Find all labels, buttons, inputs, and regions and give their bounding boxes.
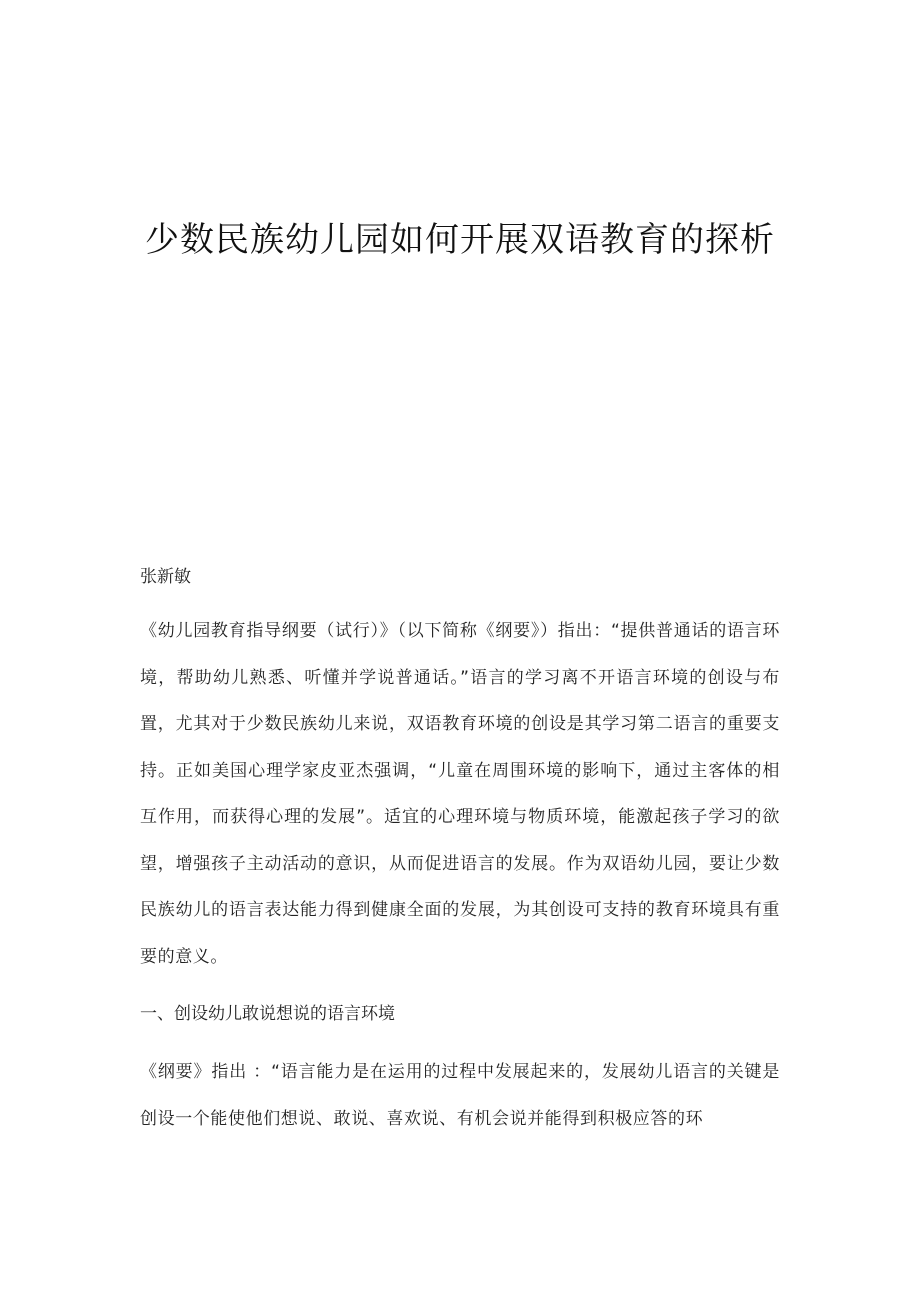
document-title: 少数民族幼儿园如何开展双语教育的探析 bbox=[145, 220, 775, 260]
section-paragraph: 《纲要》指出 ：“语言能力是在运用的过程中发展起来的，发展幼儿语言的关键是创设一个能使他们想说、敢说、喜欢说、有机会说并能得到积极应答的环 bbox=[140, 1062, 780, 1129]
section-heading: 一、创设幼儿敢说想说的语言环境 bbox=[140, 1004, 395, 1024]
document-body bbox=[140, 560, 780, 1159]
author-name: 张新敏 bbox=[140, 567, 191, 587]
intro-paragraph: 《幼儿园教育指导纲要（试行）》（以下简称《纲要》）指出：“提供普通话的语言环境，帮助幼儿熟悉、听懂并学说普通话。”语言的学习离不开语言环境的创设与布置，尤其对于少数民族幼儿来说，双语教育环境的创设是其学习第二语言的重要支持。正如美国心理学家皮亚杰强调，“儿童在周围环境的影响下，通过主客体的相互作用，而获得心理的发展”。适宜的心理环境与物质环境，能激起孩子学习的欲望，增强孩子主动活动的意识，从而促进语言的发展。作为双语幼儿园，要让少数民族幼儿的语言表达能力得到健康全面的发展，为其创设可支持的教育环境具有重要的意义。 bbox=[140, 621, 780, 967]
